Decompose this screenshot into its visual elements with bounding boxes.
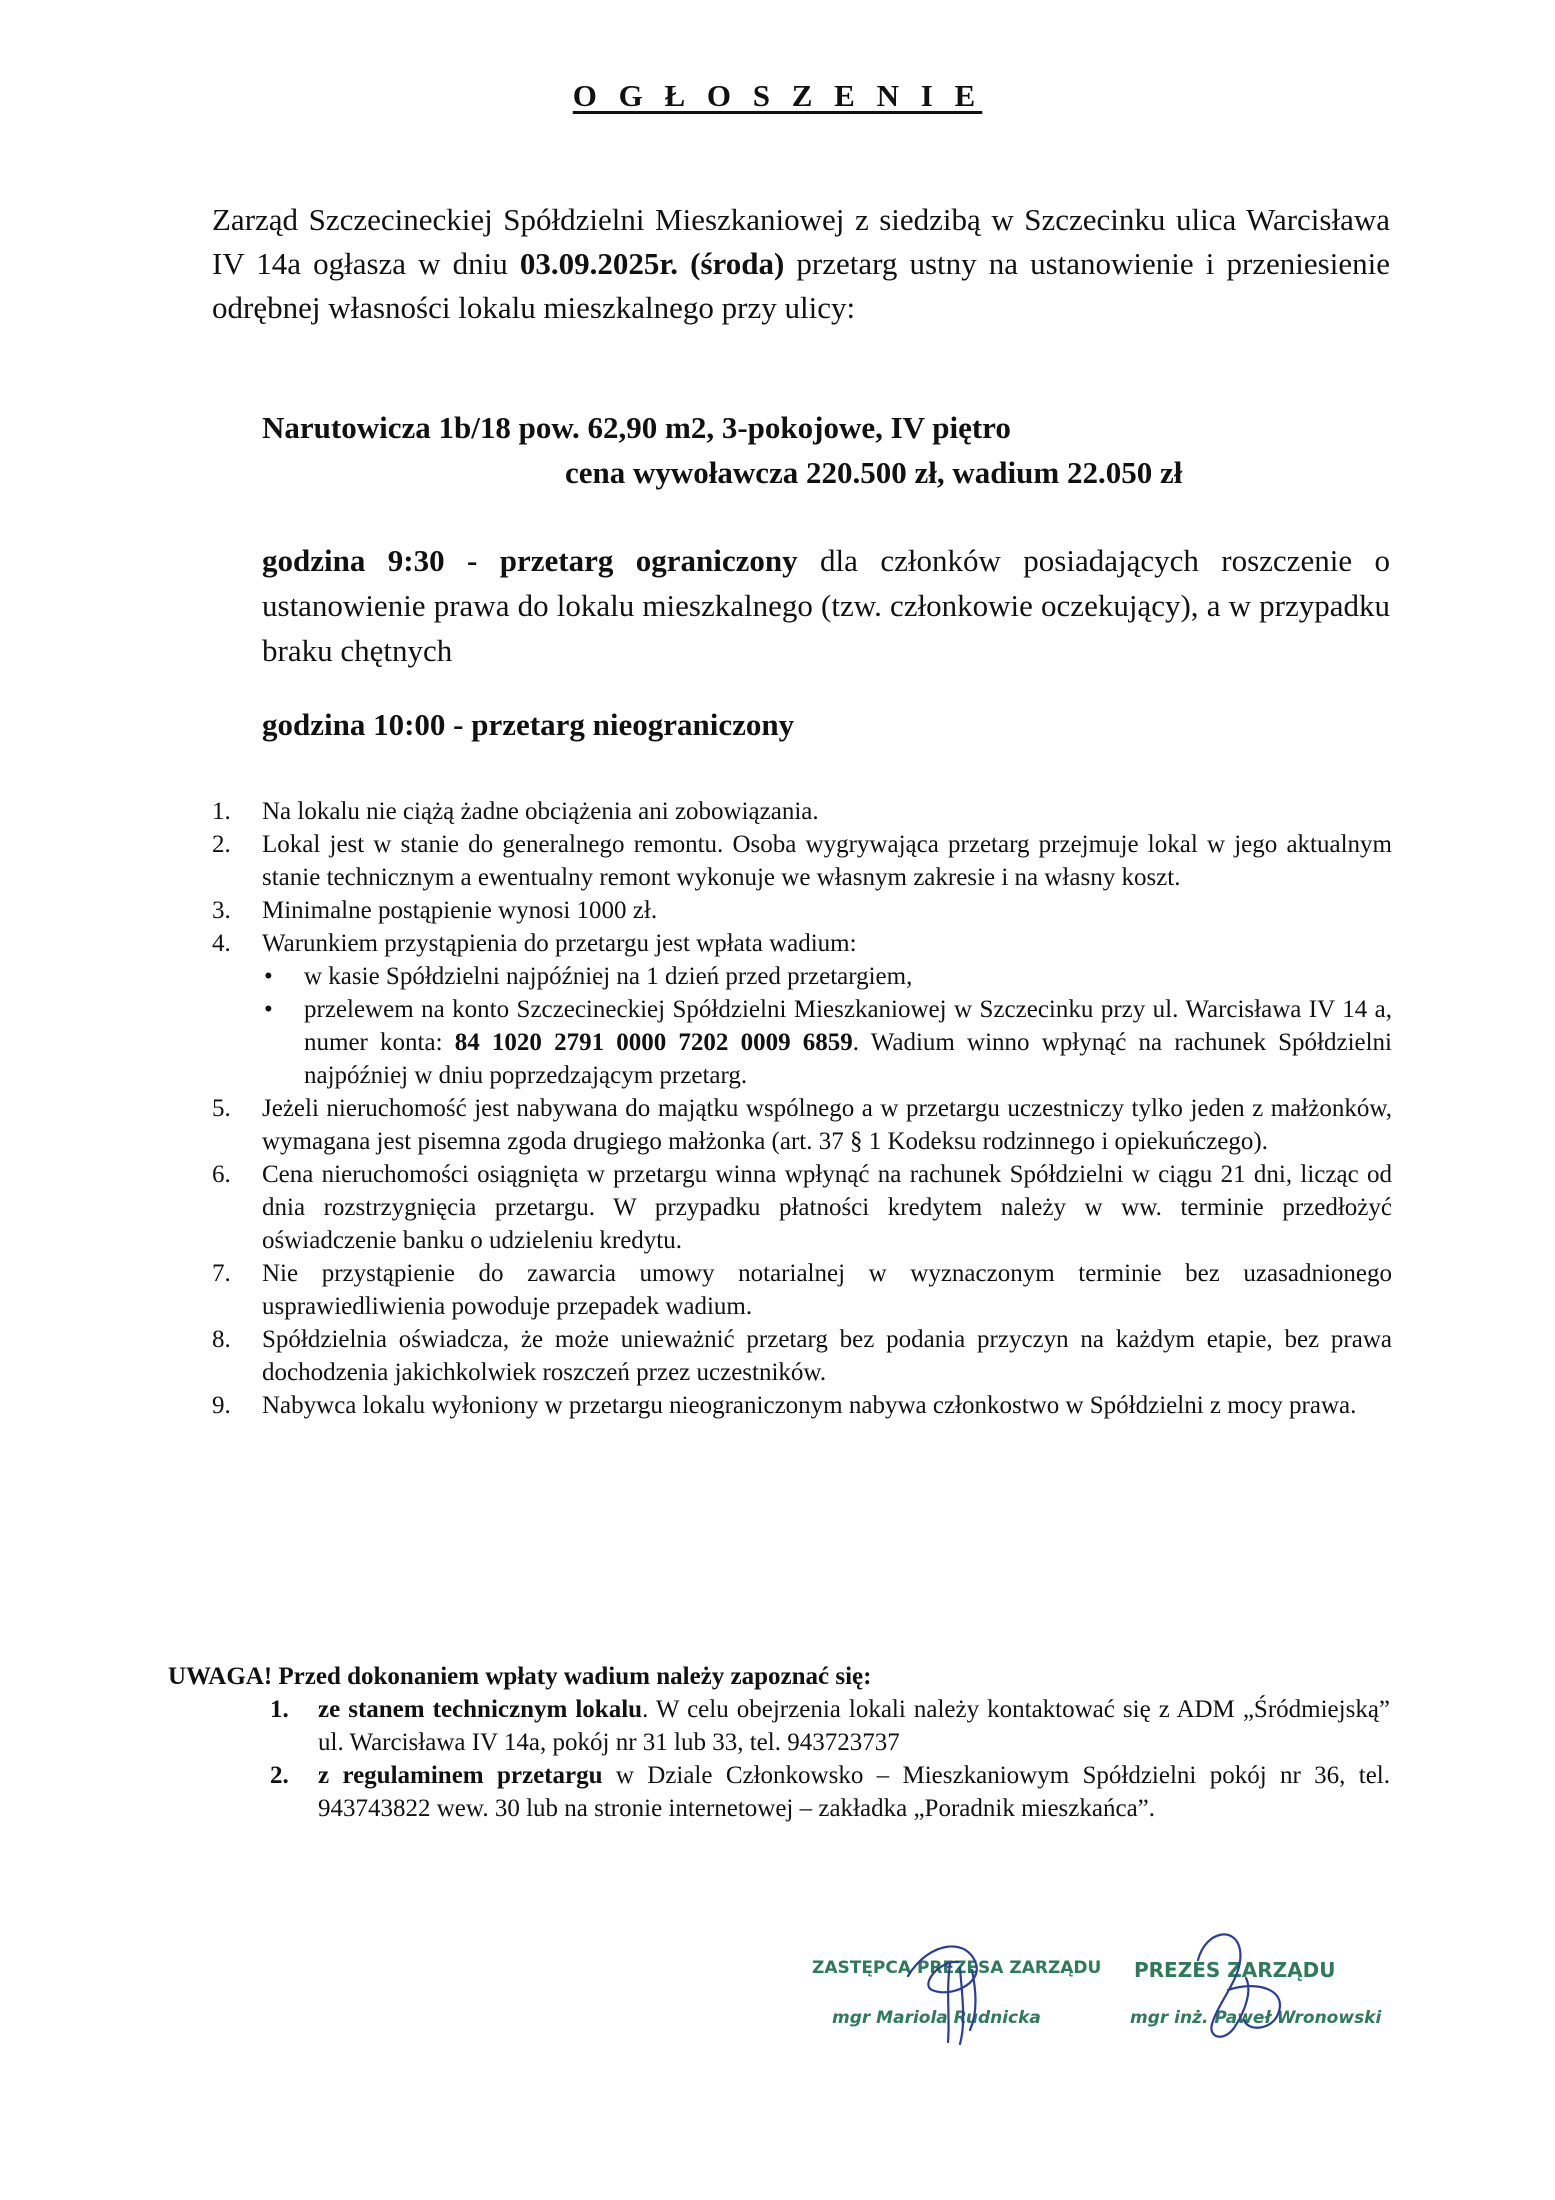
vice-president-stamp-title: ZASTĘPCA PREZESA ZARZĄDU <box>812 1958 1102 1978</box>
deposit-transfer-text-end: . Wadium winno wpłynąć na rachunek Spółdzielni najpóźniej w dniu poprzedzającym przetarg. <box>304 1029 1393 1089</box>
list-item-text: Cena nieruchomości osiągnięta w przetargu winna wpłynąć na rachunek Spółdzielni w ciągu 21 dni, licząc od dnia rozstrzygnięcia przetargu. W przypadku płatności kredytem należy w ww. terminie przedłożyć oświadczenie banku o udzieleniu kredytu. <box>262 1161 1392 1254</box>
session-restricted <box>262 538 1390 673</box>
notice-item-detail: w Dziale Członkowsko – Mieszkaniowym Spółdzielni pokój nr 36, tel. 943743822 wew. 30 lub na stronie internetowej – zakładka „Poradnik mieszkańca”. <box>318 1762 1390 1822</box>
list-item-number: 1. <box>212 798 231 825</box>
bullet-icon: • <box>264 963 273 990</box>
list-item-text: Lokal jest w stanie do generalnego remontu. Osoba wygrywająca przetarg przejmuje lokal w jego aktualnym stanie technicznym a ewentualny remont wykonuje we własnym zakresie i na własny koszt. <box>262 831 1392 891</box>
notice-section <box>168 1660 1390 1825</box>
deposit-option-text <box>304 993 1392 1092</box>
notice-item-number: 2. <box>270 1762 289 1789</box>
notice-item <box>168 1759 1390 1825</box>
notice-item-label: z regulaminem przetargu <box>318 1762 603 1789</box>
deposit-option-cash <box>264 960 1392 993</box>
session-restricted-label: godzina 9:30 - przetarg ograniczony <box>262 543 798 578</box>
intro-text-end: przetarg ustny na ustanowienie i przeniesienie odrębnej własności lokalu mieszkalnego przy ulicy: <box>212 246 1390 325</box>
signature-vice-president <box>800 1920 1120 2050</box>
document-heading: O G Ł O S Z E N I E <box>572 78 983 113</box>
list-item-text: Na lokalu nie ciążą żadne obciążenia ani zobowiązania. <box>262 798 819 825</box>
list-item-number: 5. <box>212 1095 231 1122</box>
intro-text-start: Zarząd Szczecineckiej Spółdzielni Mieszkaniowej z siedzibą w Szczecinku ulica Warcisława IV 14a ogłasza w dniu <box>212 202 1390 281</box>
list-item-number: 6. <box>212 1161 231 1188</box>
vice-president-stamp-name: mgr Mariola Rudnicka <box>832 2008 1041 2028</box>
deposit-option-transfer <box>264 993 1392 1092</box>
bullet-icon: • <box>264 996 273 1023</box>
auction-weekday: (środa) <box>678 246 785 281</box>
list-item <box>212 1257 1392 1323</box>
president-stamp-title: PREZES ZARZĄDU <box>1134 1958 1336 1982</box>
list-item-number: 3. <box>212 897 231 924</box>
list-item <box>212 894 1392 927</box>
list-item-number: 8. <box>212 1326 231 1353</box>
list-item-number: 9. <box>212 1392 231 1419</box>
list-item-number: 2. <box>212 831 231 858</box>
deposit-option-text: w kasie Spółdzielni najpóźniej na 1 dzień przed przetargiem, <box>304 963 913 990</box>
list-item-text: Warunkiem przystąpienia do przetargu jest wpłata wadium: <box>262 930 857 957</box>
property-price: cena wywoławcza 220.500 zł, wadium 22.050 zł <box>565 455 1183 490</box>
list-item <box>212 1158 1392 1257</box>
list-item <box>212 1092 1392 1158</box>
notice-item-number: 1. <box>270 1696 289 1723</box>
list-item-text: Jeżeli nieruchomość jest nabywana do majątku wspólnego a w przetargu uczestniczy tylko jeden z małżonków, wymagana jest pisemna zgoda drugiego małżonka (art. 37 § 1 Kodeksu rodzinnego i opiekuńczego). <box>262 1095 1392 1155</box>
list-item-number: 7. <box>212 1260 231 1287</box>
president-stamp-name: mgr inż. Paweł Wronowski <box>1130 2008 1382 2028</box>
notice-item-text <box>318 1693 1390 1759</box>
session-unrestricted: godzina 10:00 - przetarg nieograniczony <box>262 707 795 742</box>
list-item <box>212 927 1392 1092</box>
property-address: Narutowicza 1b/18 pow. 62,90 m2, 3-pokojowe, IV piętro <box>262 410 1011 445</box>
list-item <box>212 828 1392 894</box>
list-item-body <box>262 927 1392 1092</box>
intro-paragraph <box>212 198 1390 330</box>
notice-item-text <box>318 1759 1390 1825</box>
session-restricted-text: dla członków posiadających roszczenie o ustanowienie prawa do lokalu mieszkalnego (tzw. członkowie oczekujący), a w przypadku braku chętnych <box>262 543 1390 668</box>
deposit-transfer-text-start: przelewem na konto Szczecineckiej Spółdzielni Mieszkaniowej w Szczecinku przy ul. Warcisława IV 14 a, numer konta: <box>304 996 1392 1056</box>
list-item <box>212 1389 1392 1422</box>
notice-item <box>168 1693 1390 1759</box>
list-item-text: Nie przystąpienie do zawarcia umowy notarialnej w wyznaczonym terminie bez uzasadnionego usprawiedliwienia powoduje przepadek wadium. <box>262 1260 1392 1320</box>
signature-president <box>1128 1920 1388 2050</box>
list-item-text: Spółdzielnia oświadcza, że może unieważnić przetarg bez podania przyczyn na każdym etapie, bez prawa dochodzenia jakichkolwiek roszczeń przez uczestników. <box>262 1326 1392 1386</box>
list-item <box>212 1323 1392 1389</box>
notice-item-detail: . W celu obejrzenia lokali należy kontaktować się z ADM „Śródmiejską” ul. Warcisława IV 14a, pokój nr 31 lub 33, tel. 943723737 <box>318 1696 1391 1756</box>
list-item-number: 4. <box>212 930 231 957</box>
notice-heading: UWAGA! Przed dokonaniem wpłaty wadium należy zapoznać się: <box>168 1663 872 1690</box>
handwritten-signature-right <box>1128 1920 1388 2050</box>
bank-account-number: 84 1020 2791 0000 7202 0009 6859 <box>454 1029 853 1056</box>
list-item-text: Minimalne postąpienie wynosi 1000 zł. <box>262 897 658 924</box>
auction-date: 03.09.2025r. <box>519 246 679 281</box>
notice-item-label: ze stanem technicznym lokalu <box>318 1696 643 1723</box>
list-item-text: Nabywca lokalu wyłoniony w przetargu nieograniczonym nabywa członkostwo w Spółdzielni z mocy prawa. <box>262 1392 1357 1419</box>
conditions-list <box>212 795 1392 1422</box>
handwritten-signature-left <box>800 1920 1120 2050</box>
list-item <box>212 795 1392 828</box>
